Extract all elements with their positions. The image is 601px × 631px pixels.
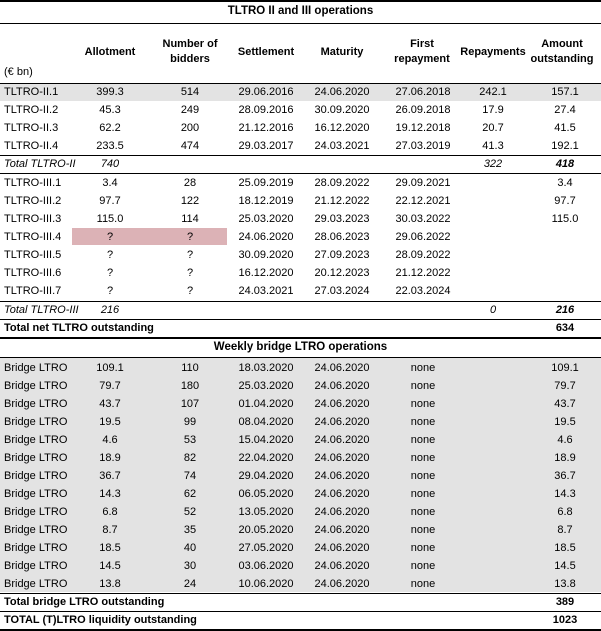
row-maturity: 24.06.2020	[314, 398, 370, 410]
row-allotment: 14.5	[99, 560, 121, 572]
row-allotment: 109.1	[96, 362, 124, 374]
row-first-repayment: 22.12.2021	[395, 195, 451, 207]
row-outstanding: 79.7	[554, 380, 576, 392]
total-repayments: 322	[483, 158, 503, 170]
row-name: Bridge LTRO	[4, 362, 68, 374]
row-outstanding: 14.3	[554, 488, 576, 500]
row-maturity: 24.06.2020	[314, 86, 370, 98]
row-maturity: 16.12.2020	[314, 122, 370, 134]
row-maturity: 24.06.2020	[314, 578, 370, 590]
row-settlement: 30.09.2020	[238, 249, 294, 261]
row-bidders: ?	[186, 231, 194, 243]
row-bidders: 74	[183, 470, 197, 482]
row-name: TLTRO-III.5	[4, 249, 62, 261]
row-bidders: 62	[183, 488, 197, 500]
row-outstanding	[530, 283, 600, 300]
header-settlement: Settlement	[237, 46, 295, 58]
row-bidders: 122	[180, 195, 200, 207]
row-outstanding: 18.9	[554, 452, 576, 464]
row-bidders: 99	[183, 416, 197, 428]
net-total-label: Total net TLTRO outstanding	[4, 322, 154, 334]
row-settlement: 21.12.2016	[238, 122, 294, 134]
row-bidders: 53	[183, 434, 197, 446]
bridge-total-value: 389	[555, 596, 575, 608]
row-maturity: 24.03.2021	[314, 140, 370, 152]
row-allotment: 8.7	[102, 524, 118, 536]
row-settlement: 13.05.2020	[238, 506, 294, 518]
row-first-repayment: 28.09.2022	[395, 249, 451, 261]
net-total-value: 634	[555, 322, 575, 334]
row-maturity: 24.06.2020	[314, 380, 370, 392]
row-name: TLTRO-II.4	[4, 140, 59, 152]
row-first-repayment: 22.03.2024	[395, 285, 451, 297]
row-first-repayment: none	[410, 470, 436, 482]
row-allotment: 18.5	[99, 542, 121, 554]
row-allotment: 19.5	[99, 416, 121, 428]
row-maturity: 24.06.2020	[314, 560, 370, 572]
row-allotment: 13.8	[99, 578, 121, 590]
row-settlement: 24.06.2020	[238, 231, 294, 243]
row-name: Bridge LTRO	[4, 434, 68, 446]
row-outstanding	[530, 265, 600, 282]
row-maturity: 27.03.2024	[314, 285, 370, 297]
rule	[0, 173, 601, 174]
row-bidders: ?	[186, 285, 194, 297]
header-maturity: Maturity	[320, 46, 364, 58]
row-allotment: 97.7	[99, 195, 121, 207]
row-settlement: 29.03.2017	[238, 140, 294, 152]
row-bidders: 28	[183, 177, 197, 189]
top-rule	[0, 0, 601, 2]
row-outstanding: 8.7	[557, 524, 573, 536]
header-first-repayment: First repayment	[394, 38, 450, 65]
row-first-repayment: none	[410, 524, 436, 536]
row-bidders: ?	[186, 267, 194, 279]
row-outstanding: 27.4	[554, 104, 576, 116]
row-settlement: 10.06.2020	[238, 578, 294, 590]
bridge-total-label: Total bridge LTRO outstanding	[4, 596, 165, 608]
row-outstanding: 3.4	[557, 177, 573, 189]
grand-total-value: 1023	[552, 614, 578, 626]
row-bidders: 180	[180, 380, 200, 392]
row-settlement: 29.04.2020	[238, 470, 294, 482]
rule	[0, 337, 601, 339]
row-name: Bridge LTRO	[4, 542, 68, 554]
row-allotment: 399.3	[96, 86, 124, 98]
row-settlement: 29.06.2016	[238, 86, 294, 98]
row-settlement: 18.03.2020	[238, 362, 294, 374]
row-settlement: 03.06.2020	[238, 560, 294, 572]
row-bidders: 35	[183, 524, 197, 536]
row-name: Bridge LTRO	[4, 560, 68, 572]
row-first-repayment: none	[410, 398, 436, 410]
row-bidders: 82	[183, 452, 197, 464]
row-name: TLTRO-III.1	[4, 177, 62, 189]
row-first-repayment: 21.12.2022	[395, 267, 451, 279]
row-maturity: 24.06.2020	[314, 506, 370, 518]
row-maturity: 24.06.2020	[314, 470, 370, 482]
row-allotment: 18.9	[99, 452, 121, 464]
row-bidders: 474	[180, 140, 200, 152]
row-name: Bridge LTRO	[4, 578, 68, 590]
row-outstanding: 41.5	[554, 122, 576, 134]
header-allotment: Allotment	[84, 46, 136, 58]
header-repayments: Repayments	[460, 46, 526, 58]
row-maturity: 27.09.2023	[314, 249, 370, 261]
row-allotment: 79.7	[99, 380, 121, 392]
row-first-repayment: none	[410, 380, 436, 392]
row-first-repayment: none	[410, 452, 436, 464]
row-outstanding: 192.1	[551, 140, 579, 152]
row-maturity: 21.12.2022	[314, 195, 370, 207]
section2-title: Weekly bridge LTRO operations	[213, 341, 388, 353]
row-first-repayment: none	[410, 506, 436, 518]
row-allotment: 45.3	[99, 104, 121, 116]
row-outstanding: 19.5	[554, 416, 576, 428]
row-maturity: 29.03.2023	[314, 213, 370, 225]
row-settlement: 08.04.2020	[238, 416, 294, 428]
row-settlement: 27.05.2020	[238, 542, 294, 554]
row-name: Bridge LTRO	[4, 452, 68, 464]
row-outstanding: 36.7	[554, 470, 576, 482]
row-allotment: 115.0	[96, 213, 124, 225]
row-outstanding: 18.5	[554, 542, 576, 554]
row-bidders: 200	[180, 122, 200, 134]
row-name: TLTRO-II.3	[4, 122, 59, 134]
row-name: Bridge LTRO	[4, 488, 68, 500]
total-allotment: 740	[100, 158, 120, 170]
row-first-repayment: 29.06.2022	[395, 231, 451, 243]
row-repayments: 17.9	[482, 104, 504, 116]
total-repayments: 0	[489, 304, 497, 316]
row-settlement: 16.12.2020	[238, 267, 294, 279]
row-maturity: 24.06.2020	[314, 452, 370, 464]
row-name: Bridge LTRO	[4, 524, 68, 536]
row-settlement: 28.09.2016	[238, 104, 294, 116]
row-settlement: 18.12.2019	[238, 195, 294, 207]
row-outstanding: 6.8	[557, 506, 573, 518]
row-outstanding: 4.6	[557, 434, 573, 446]
row-maturity: 30.09.2020	[314, 104, 370, 116]
total-name: Total TLTRO-III	[4, 304, 79, 316]
row-outstanding: 109.1	[551, 362, 579, 374]
row-maturity: 24.06.2020	[314, 542, 370, 554]
row-name: TLTRO-II.1	[4, 86, 59, 98]
row-first-repayment: none	[410, 578, 436, 590]
row-name: TLTRO-III.6	[4, 267, 62, 279]
row-bidders: ?	[186, 249, 194, 261]
row-bidders: 249	[180, 104, 200, 116]
row-allotment: ?	[106, 285, 114, 297]
grand-total-label: TOTAL (T)LTRO liquidity outstanding	[4, 614, 197, 626]
row-name: Bridge LTRO	[4, 470, 68, 482]
row-bidders: 30	[183, 560, 197, 572]
row-bidders: 107	[180, 398, 200, 410]
rule	[0, 23, 601, 24]
row-settlement: 06.05.2020	[238, 488, 294, 500]
row-bidders: 24	[183, 578, 197, 590]
row-maturity: 24.06.2020	[314, 434, 370, 446]
row-name: TLTRO-II.2	[4, 104, 59, 116]
row-name: Bridge LTRO	[4, 416, 68, 428]
row-repayments: 41.3	[482, 140, 504, 152]
row-outstanding: 14.5	[554, 560, 576, 572]
row-settlement: 25.03.2020	[238, 380, 294, 392]
row-allotment: 14.3	[99, 488, 121, 500]
unit-label: (€ bn)	[4, 66, 33, 78]
row-bidders: 514	[180, 86, 200, 98]
section1-title: TLTRO II and III operations	[227, 5, 374, 17]
row-outstanding: 97.7	[554, 195, 576, 207]
row-maturity: 28.09.2022	[314, 177, 370, 189]
row-allotment: 62.2	[99, 122, 121, 134]
row-first-repayment: none	[410, 542, 436, 554]
row-first-repayment: none	[410, 434, 436, 446]
total-name: Total TLTRO-II	[4, 158, 76, 170]
row-first-repayment: 27.06.2018	[395, 86, 451, 98]
row-name: Bridge LTRO	[4, 398, 68, 410]
total-outstanding: 418	[555, 158, 575, 170]
row-settlement: 25.03.2020	[238, 213, 294, 225]
row-maturity: 24.06.2020	[314, 362, 370, 374]
row-settlement: 15.04.2020	[238, 434, 294, 446]
row-first-repayment: 29.09.2021	[395, 177, 451, 189]
row-outstanding	[530, 247, 600, 264]
row-allotment: ?	[106, 267, 114, 279]
row-first-repayment: none	[410, 416, 436, 428]
total-outstanding: 216	[555, 304, 575, 316]
row-settlement: 22.04.2020	[238, 452, 294, 464]
row-allotment: ?	[106, 231, 114, 243]
row-maturity: 20.12.2023	[314, 267, 370, 279]
row-name: TLTRO-III.4	[4, 231, 62, 243]
row-maturity: 28.06.2023	[314, 231, 370, 243]
row-bidders: 114	[181, 213, 199, 225]
row-allotment: 3.4	[102, 177, 118, 189]
row-repayments: 242.1	[479, 86, 507, 98]
row-settlement: 20.05.2020	[238, 524, 294, 536]
row-allotment: 43.7	[99, 398, 121, 410]
row-name: TLTRO-III.2	[4, 195, 62, 207]
row-maturity: 24.06.2020	[314, 488, 370, 500]
row-first-repayment: none	[410, 560, 436, 572]
row-first-repayment: 27.03.2019	[395, 140, 451, 152]
row-allotment: 4.6	[102, 434, 118, 446]
row-name: Bridge LTRO	[4, 380, 68, 392]
row-name: Bridge LTRO	[4, 506, 68, 518]
row-outstanding: 157.1	[551, 86, 579, 98]
row-bidders: 40	[183, 542, 197, 554]
row-first-repayment: 26.09.2018	[395, 104, 451, 116]
row-outstanding	[530, 229, 600, 246]
row-outstanding: 115.0	[551, 213, 579, 225]
row-settlement: 24.03.2021	[238, 285, 294, 297]
row-settlement: 01.04.2020	[238, 398, 294, 410]
row-allotment: ?	[106, 249, 114, 261]
row-first-repayment: none	[410, 362, 436, 374]
row-bidders: 110	[181, 362, 199, 374]
row-bidders: 52	[183, 506, 197, 518]
row-settlement: 25.09.2019	[238, 177, 294, 189]
row-first-repayment: 19.12.2018	[395, 122, 451, 134]
row-allotment: 36.7	[99, 470, 121, 482]
row-repayments: 20.7	[482, 122, 504, 134]
row-name: TLTRO-III.7	[4, 285, 62, 297]
row-maturity: 24.06.2020	[314, 416, 370, 428]
header-amount-outstanding: Amount outstanding	[530, 38, 594, 65]
header-bidders: Number of bidders	[162, 38, 218, 65]
row-first-repayment: none	[410, 488, 436, 500]
total-allotment: 216	[100, 304, 120, 316]
row-maturity: 24.06.2020	[314, 524, 370, 536]
row-name: TLTRO-III.3	[4, 213, 62, 225]
row-first-repayment: 30.03.2022	[395, 213, 451, 225]
row-outstanding: 13.8	[554, 578, 576, 590]
row-allotment: 233.5	[96, 140, 124, 152]
row-outstanding: 43.7	[554, 398, 576, 410]
row-allotment: 6.8	[102, 506, 118, 518]
